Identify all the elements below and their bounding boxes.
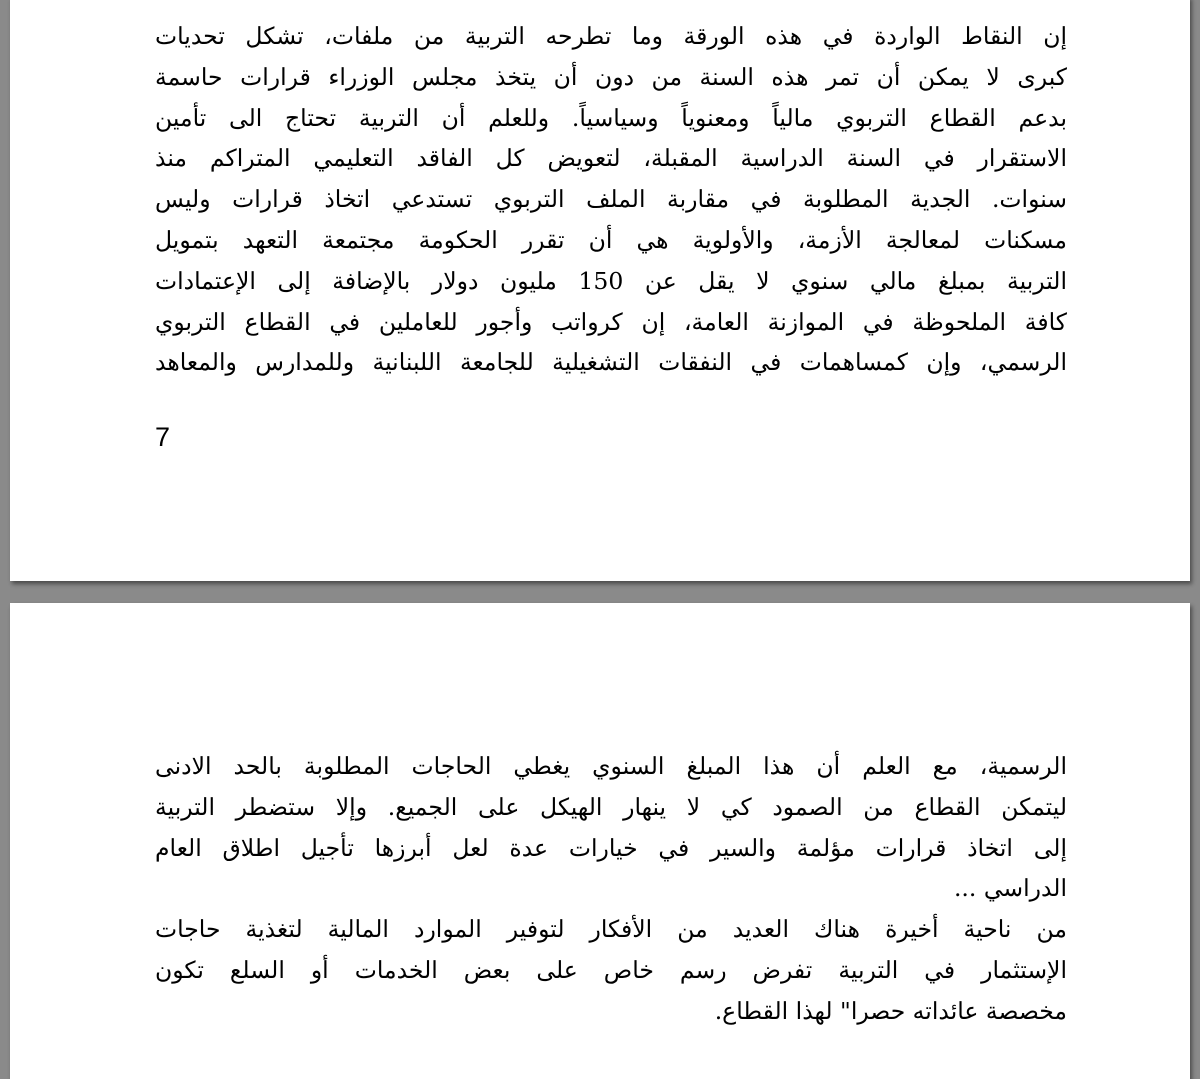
page-text <box>155 746 1067 1032</box>
text-line: الرسمي، وإن كمساهمات في النفقات التشغيلية للجامعة اللبنانية وللمدارس والمعاهد <box>155 348 1067 377</box>
text-line: مخصصة عائداته حصرا" لهذا القطاع. <box>714 996 1067 1025</box>
text-line: كبرى لا يمكن أن تمر هذه السنة من دون أن يتخذ مجلس الوزراء قرارات حاسمة <box>155 62 1067 91</box>
document-page <box>10 0 1190 581</box>
text-line: الاستقرار في السنة الدراسية المقبلة، لتعويض كل الفاقد التعليمي المتراكم منذ <box>155 144 1067 173</box>
text-line: كافة الملحوظة في الموازنة العامة، إن كرواتب وأجور للعاملين في القطاع التربوي <box>155 307 1067 336</box>
text-line: مسكنات لمعالجة الأزمة، والأولوية هي أن تقرر الحكومة مجتمعة التعهد بتمويل <box>155 225 1067 254</box>
text-line: بدعم القطاع التربوي مالياً ومعنوياً وسياسياً. وللعلم أن التربية تحتاج الى تأمين <box>155 103 1067 132</box>
text-line: سنوات. الجدية المطلوبة في مقاربة الملف التربوي تستدعي اتخاذ قرارات وليس <box>155 185 1067 214</box>
text-line: الإستثمار في التربية تفرض رسم خاص على بعض الخدمات أو السلع تكون <box>155 955 1067 984</box>
text-line: من ناحية أخيرة هناك العديد من الأفكار لتوفير الموارد المالية لتغذية حاجات <box>155 915 1067 944</box>
text-line: الرسمية، مع العلم أن هذا المبلغ السنوي يغطي الحاجات المطلوبة بالحد الادنى <box>155 752 1067 780</box>
text-line: إلى اتخاذ قرارات مؤلمة والسير في خيارات عدة لعل أبرزها تأجيل اطلاق العام <box>155 833 1067 862</box>
text-line: الدراسي ... <box>953 874 1067 903</box>
page-number: 7 <box>155 422 171 452</box>
text-line: التربية بمبلغ مالي سنوي لا يقل عن 150 مليون دولار بالإضافة إلى الإعتمادات <box>155 266 1067 295</box>
text-line: إن النقاط الواردة في هذه الورقة وما تطرحه التربية من ملفات، تشكل تحديات <box>155 22 1067 50</box>
document-page <box>10 603 1190 1079</box>
text-line: ليتمكن القطاع من الصمود كي لا ينهار الهيكل على الجميع. وإلا ستضطر التربية <box>155 792 1067 821</box>
page-text <box>155 16 1067 383</box>
